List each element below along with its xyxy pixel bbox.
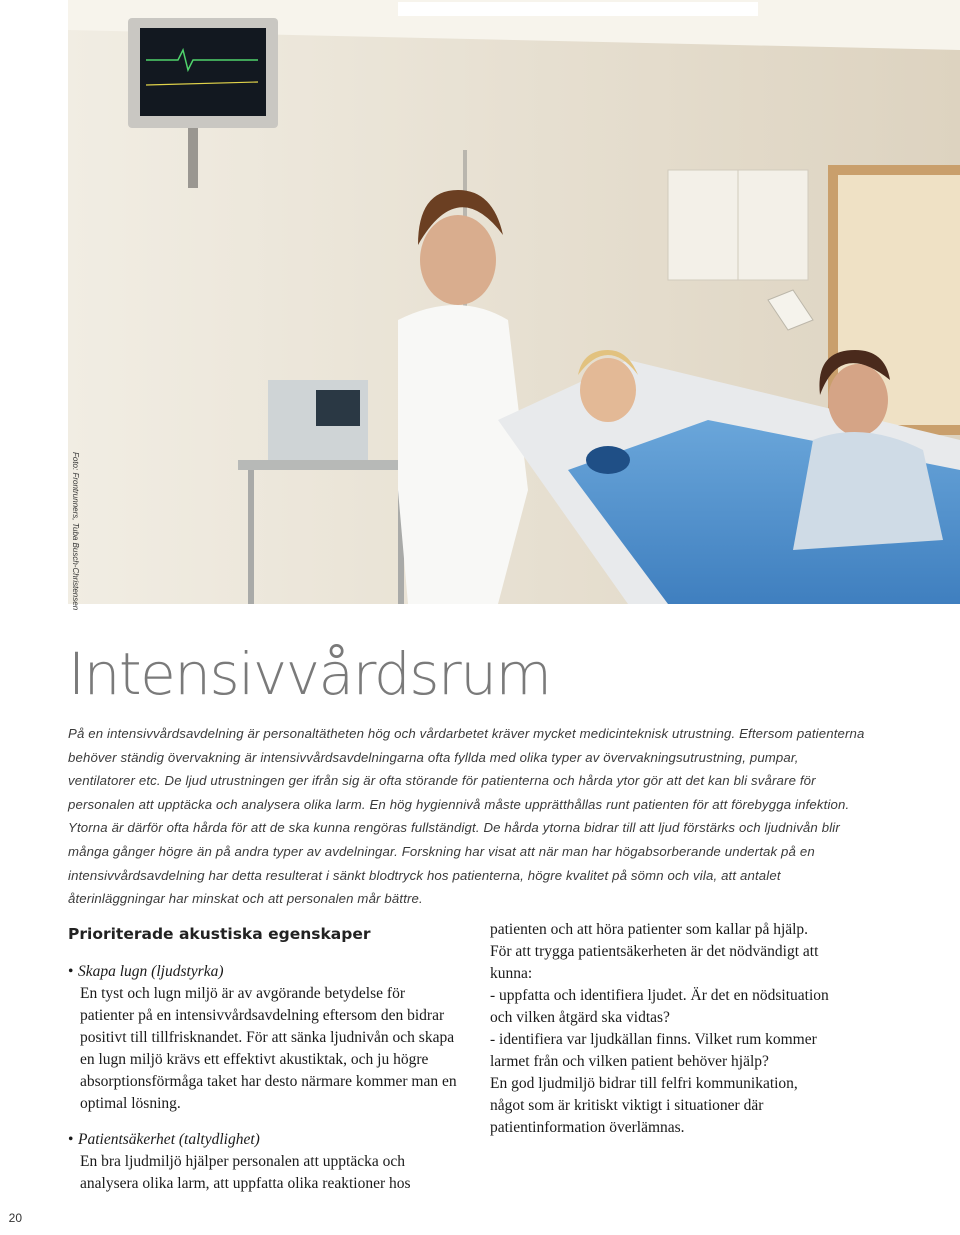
intro-paragraph: På en intensivvårdsavdelning är personaltätheten hög och vårdarbetet kräver mycket medicinteknisk utrustning. Eftersom patienterna behöver ständig övervakning är intensivvårdsavdelningarna ofta fyllda med olika typer av övervakningsutrustning, pumpar, ventilatorer etc. De ljud utrustningen ger ifrån sig är ofta störande för patienterna och hårda ytor gör att det kan bli svårare för personalen att upptäcka och analysera olika larm. En hög hygiennivå måste upprätthållas runt patienten för att förebygga infektion. Ytorna är därför ofta hårda för att de ska kunna rengöras fullständigt. De hårda ytorna bidrar till att ljud förstärks och ljudnivån blir många gånger högre än på andra typer av avdelningar. Forskning har visat att när man har högabsorberande undertak på en intensivvårdsavdelning har detta resulterat i sänkt blodtryck hos patienterna, högre kvalitet på sömn och vila, att antalet återinläggningar har minskat och att personalen mår bättre. — [68, 726, 865, 907]
continuation-line: patientinformation överlämnas. — [490, 1119, 685, 1136]
bullet-title-safety: • Patientsäkerhet (taltydlighet) — [68, 1129, 458, 1151]
bullet-item-calm — [68, 961, 458, 1115]
bullet-text-calm: En tyst och lugn miljö är av avgörande betydelse för patienter på en intensivvårdsavdelning eftersom den bidrar positivt till tillfrisknandet. För att sänka ljudnivån och skapa en lugn miljö krävs ett effektivt akustiktak, och ju högre absorptionsförmåga taket har desto närmare kommer man en optimal lösning. — [80, 985, 457, 1112]
hospital-room-photo — [68, 0, 960, 611]
photo-credit: Foto: Frontrunners, Tuba Busch-Christensen — [71, 452, 80, 611]
ceiling-light — [398, 2, 758, 16]
continuation-line: - identifiera var ljudkällan finns. Vilket rum kommer — [490, 1031, 817, 1048]
section-heading: Prioriterade akustiska egenskaper — [68, 925, 371, 943]
continuation-line: En god ljudmiljö bidrar till felfri kommunikation, — [490, 1075, 798, 1092]
continuation-line: patienten och att höra patienter som kallar på hjälp. — [490, 921, 809, 938]
bullet-text-safety: En bra ljudmiljö hjälper personalen att upptäcka och analysera olika larm, att uppfatta olika reaktioner hos — [80, 1153, 411, 1192]
continuation-column — [490, 919, 885, 1139]
bullet-marker: • — [68, 963, 74, 980]
continuation-line: kunna: — [490, 965, 533, 982]
continuation-line: För att trygga patientsäkerheten är det nödvändigt att — [490, 943, 819, 960]
continuation-line: larmet från och vilken patient behöver hjälp? — [490, 1053, 769, 1070]
continuation-line: och vilken åtgärd ska vidtas? — [490, 1009, 670, 1026]
photo-illustration — [68, 0, 960, 611]
bullet-item-safety — [68, 1129, 458, 1195]
page-title: Intensivvårdsrum — [68, 640, 551, 708]
continuation-line: - uppfatta och identifiera ljudet. Är det en nödsituation — [490, 987, 829, 1004]
bullet-title-calm: • Skapa lugn (ljudstyrka) — [68, 961, 458, 983]
bullet-marker: • — [68, 1131, 74, 1148]
page-number: 20 — [8, 1211, 22, 1225]
continuation-line: något som är kritiskt viktigt i situationer där — [490, 1097, 764, 1114]
